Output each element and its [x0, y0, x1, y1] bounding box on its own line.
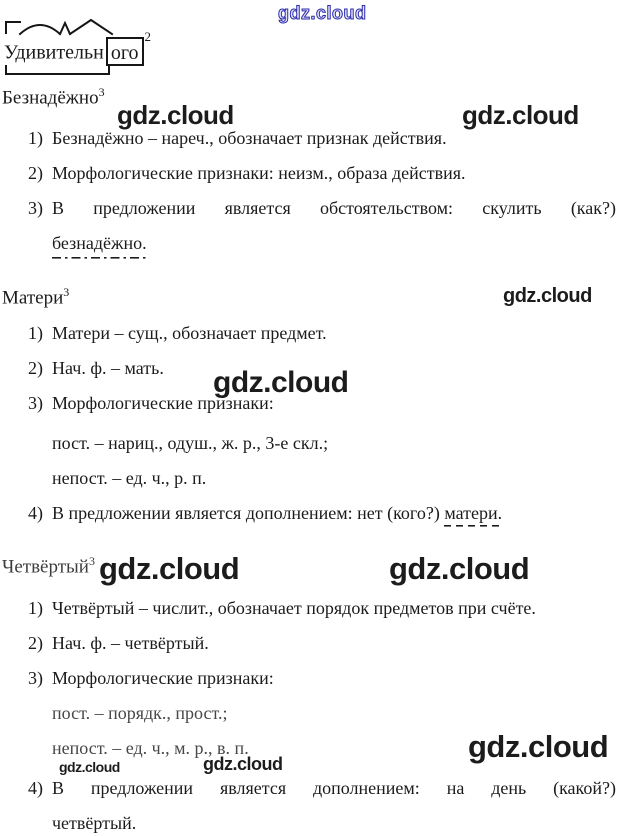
analysis-line: [28, 391, 616, 415]
watermark: gdz.cloud: [117, 100, 234, 130]
watermark-top: gdz.cloud: [278, 3, 367, 23]
watermark: gdz.cloud: [468, 729, 609, 764]
watermark: gdz.cloud: [99, 551, 240, 586]
analysis-line: [28, 501, 616, 525]
analysis-line: [52, 701, 616, 725]
watermark: gdz.cloud: [213, 366, 349, 399]
list-item-text: Безнадёжно – нареч., обозначает признак действия.: [52, 128, 447, 148]
analysis-line: [28, 356, 616, 380]
list-item-number: 3): [28, 393, 43, 413]
word-superscript: 2: [144, 29, 152, 44]
analysis-line: [28, 161, 616, 185]
list-item-text: пост. – нариц., одуш., ж. р., 3-е скл.;: [52, 433, 329, 453]
analysis-line: [28, 196, 616, 220]
list-item-number: 3): [28, 668, 43, 688]
list-item-text: В предложении является дополнением: нет (кого?): [52, 503, 445, 523]
analysis-line: [28, 596, 616, 620]
underlined-word: четвёртый.: [52, 811, 136, 836]
section-title-text: Матери: [2, 287, 64, 309]
list-item-number: 1): [28, 128, 43, 148]
watermark: gdz.cloud: [389, 551, 530, 586]
analysis-line: [52, 736, 616, 760]
watermark: gdz.cloud: [462, 100, 579, 130]
analysis-line: [28, 321, 616, 345]
list-item-number: 4): [28, 778, 43, 798]
list-item-number: 2): [28, 633, 43, 653]
section-title-sup: 3: [63, 285, 70, 299]
list-item-number: 1): [28, 598, 43, 618]
section-title-sup: 3: [88, 554, 95, 568]
analysis-line: [52, 231, 616, 259]
list-item-number: 3): [28, 198, 43, 218]
analysis-line: [52, 466, 616, 490]
section-title-sup: 3: [98, 85, 105, 99]
list-item-text: Морфологические признаки:: [52, 668, 274, 688]
list-item-text: Морфологические признаки: неизм., образа действия.: [52, 163, 466, 183]
list-item-number: 2): [28, 163, 43, 183]
list-item-text: Матери – сущ., обозначает предмет.: [52, 323, 327, 343]
list-item-text: непост. – ед. ч., р. п.: [52, 468, 207, 488]
word-stem: Удивительн: [4, 41, 104, 64]
list-item-text: В предложении является обстоятельством: скулить (как?): [52, 198, 616, 218]
list-item-text: Четвёртый – числит., обозначает порядок предметов при счёте.: [52, 598, 536, 618]
list-item-text: Нач. ф. – четвёртый.: [52, 633, 209, 653]
section-title-text: Четвёртый: [2, 556, 89, 578]
word-ending-box: ого: [106, 37, 144, 66]
list-item-text: непост. – ед. ч., м. р., в. п.: [52, 738, 249, 758]
section-title: [2, 80, 105, 110]
watermark: gdz.cloud: [203, 754, 283, 774]
section-title-text: Безнадёжно: [2, 87, 99, 109]
analysis-line: [28, 126, 616, 150]
list-item-number: 2): [28, 358, 43, 378]
underlined-word: безнадёжно.: [52, 231, 147, 259]
list-item-text: Морфологические признаки:: [52, 393, 274, 413]
underlined-word: матери.: [444, 503, 502, 527]
list-item-text: В предложении является дополнением: на день (какой?): [52, 778, 616, 798]
list-item-number: 4): [28, 503, 43, 523]
list-item-text: пост. – порядк., прост.;: [52, 703, 228, 723]
watermark: gdz.cloud: [503, 285, 592, 307]
analysis-line: [52, 431, 616, 455]
analyzed-word: [4, 29, 152, 66]
analysis-line: [28, 666, 616, 690]
word-under-analysis: [2, 14, 222, 80]
section-title: [2, 549, 95, 579]
list-item-number: 1): [28, 323, 43, 343]
section-title: [2, 280, 69, 310]
watermark: gdz.cloud: [59, 759, 120, 775]
list-item-text: Нач. ф. – мать.: [52, 358, 164, 378]
analysis-line: [52, 811, 616, 836]
analysis-line: [28, 776, 616, 800]
analysis-line: [28, 631, 616, 655]
